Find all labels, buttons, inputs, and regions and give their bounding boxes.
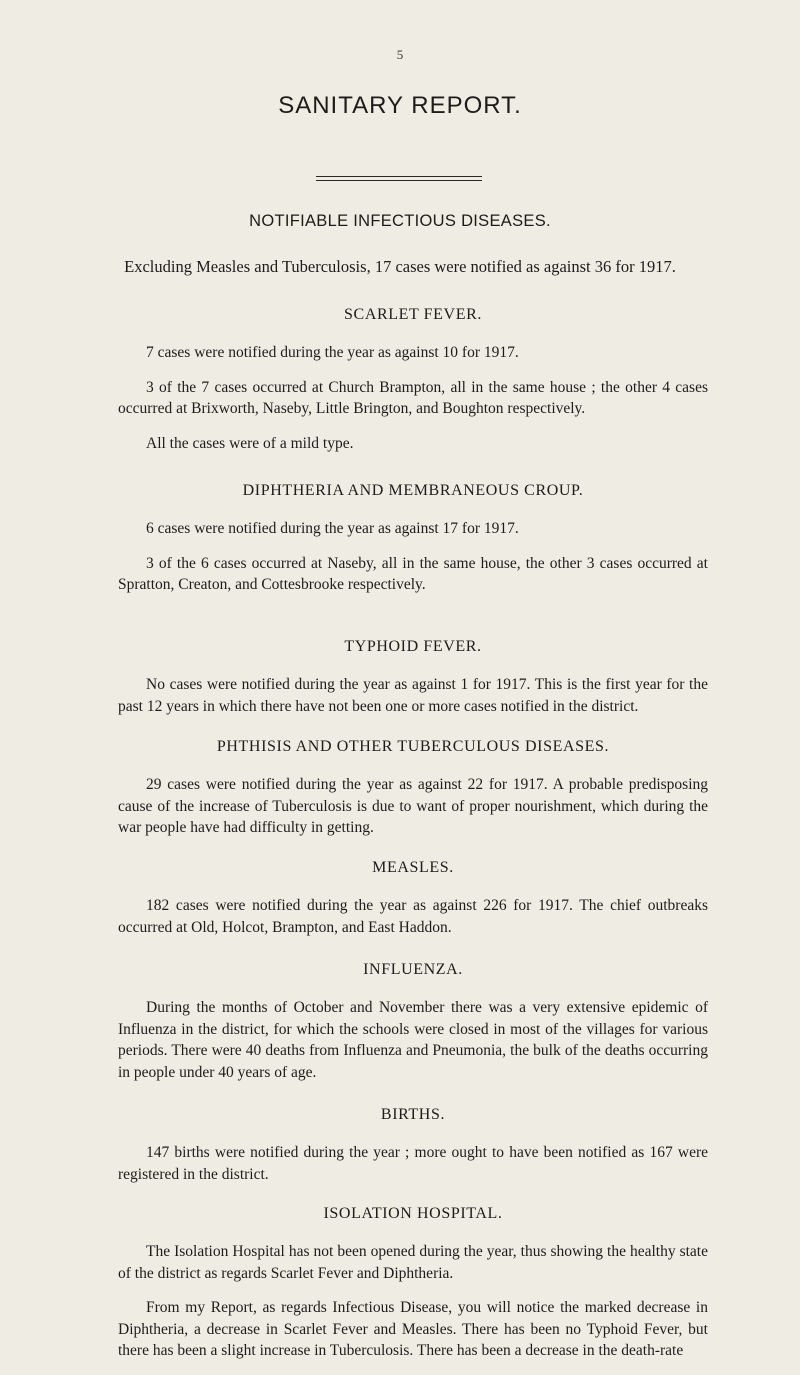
section-heading: ISOLATION HOSPITAL. <box>323 1205 503 1222</box>
section-heading: PHTHISIS AND OTHER TUBERCULOUS DISEASES. <box>216 738 610 755</box>
section-heading: BIRTHS. <box>380 1106 446 1123</box>
paragraph: From my Report, as regards Infectious Disease, you will notice the marked decrease in Diphtheria, a decrease in Scarlet Fever and Measles. There has been no Typhoid Fever, but there has been a slight increase in Tuberculosis. There has been a decrease in the death-rate <box>118 1299 708 1359</box>
section-heading: MEASLES. <box>372 859 454 876</box>
section-heading: SCARLET FEVER. <box>344 306 482 323</box>
section-influenza <box>118 961 708 1096</box>
paragraph: All the cases were of a mild type. <box>146 434 354 452</box>
section-heading: DIPHTHERIA AND MEMBRANEOUS CROUP. <box>242 482 584 499</box>
paragraph: 7 cases were notified during the year as against 10 for 1917. <box>146 344 519 361</box>
paragraph: 29 cases were notified during the year as against 22 for 1917. A probable predisposing cause of the increase of Tuberculosis is due to want of proper nourishment, which during the war people have had difficulty in getting. <box>118 776 708 836</box>
paragraph: During the months of October and November there was a very extensive epidemic of Influenza in the district, for which the schools were closed in most of the villages for various periods. There were 40 deaths from Influenza and Pneumonia, the bulk of the deaths occurring in people under 40 years of age. <box>118 999 708 1081</box>
page-number: 5 <box>396 47 404 62</box>
section-diphtheria <box>118 482 708 609</box>
section-heading: INFLUENZA. <box>363 961 463 978</box>
section-phthisis <box>118 738 708 852</box>
paragraph: 6 cases were notified during the year as against 17 for 1917. <box>146 520 519 537</box>
section-births <box>118 1106 708 1198</box>
section-typhoid-fever <box>118 638 708 730</box>
paragraph: 147 births were notified during the year ; more ought to have been notified as 167 were registered in the district. <box>118 1144 708 1183</box>
title-divider-bottom <box>316 180 482 181</box>
paragraph: The Isolation Hospital has not been opened during the year, thus showing the healthy state of the district as regards Scarlet Fever and Diphtheria. <box>118 1243 708 1282</box>
section-heading: TYPHOID FEVER. <box>344 638 482 655</box>
paragraph: No cases were notified during the year as against 1 for 1917. This is the first year for the past 12 years in which there have not been one or more cases notified in the district. <box>118 676 708 715</box>
section-isolation-hospital <box>118 1205 708 1375</box>
section-measles <box>118 859 708 951</box>
intro-text: Excluding Measles and Tuberculosis, 17 cases were notified as against 36 for 1917. <box>124 257 676 276</box>
report-title: SANITARY REPORT. <box>278 92 522 119</box>
paragraph: 3 of the 6 cases occurred at Naseby, all in the same house, the other 3 cases occurred at Spratton, Creaton, and Cottesbrooke respectively. <box>118 554 708 593</box>
main-heading: NOTIFIABLE INFECTIOUS DISEASES. <box>249 212 551 230</box>
paragraph: 3 of the 7 cases occurred at Church Brampton, all in the same house ; the other 4 cases occurred at Brixworth, Naseby, Little Brington, and Boughton respectively. <box>118 378 708 417</box>
paragraph: 182 cases were notified during the year as against 226 for 1917. The chief outbreaks occurred at Old, Holcot, Brampton, and East Haddon. <box>118 897 708 936</box>
title-divider-top <box>316 176 482 177</box>
section-scarlet-fever <box>118 306 708 467</box>
